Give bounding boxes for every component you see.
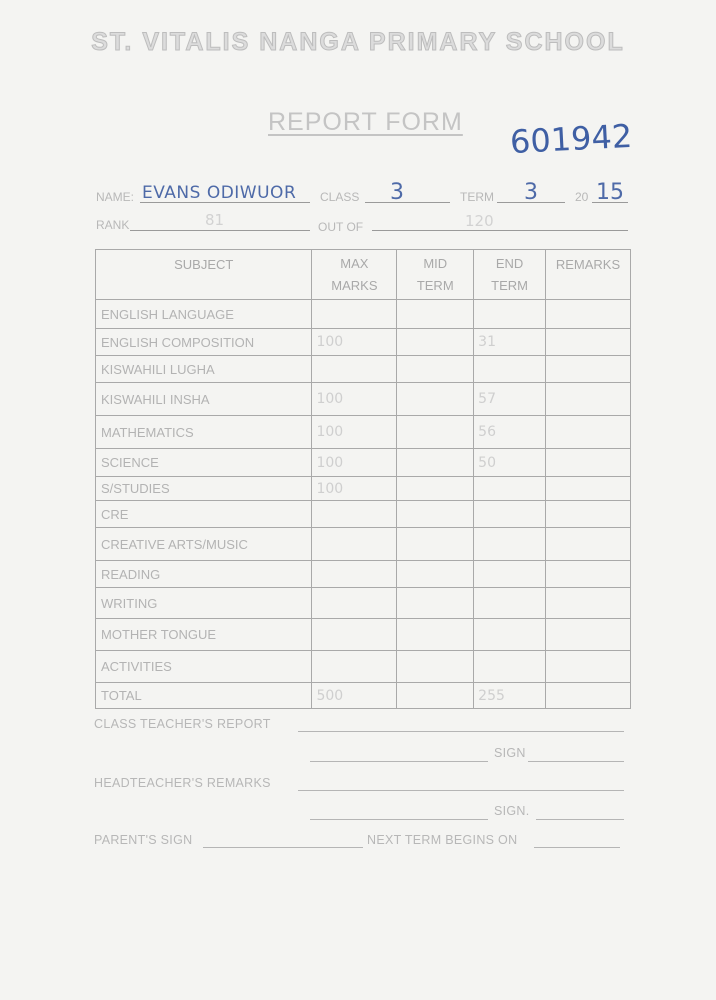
table-row: [96, 588, 631, 619]
class-value: 3: [390, 180, 404, 205]
max-marks-cell: [312, 528, 397, 561]
end-term-cell: [474, 588, 546, 619]
table-header-row: [96, 250, 631, 300]
class-label: CLASS: [320, 190, 360, 204]
remarks-cell: [546, 683, 631, 709]
subject-cell: TOTAL: [96, 683, 312, 709]
table-row: [96, 477, 631, 501]
table-row: [96, 651, 631, 683]
sign-line-2: [536, 819, 624, 820]
mid-term-cell: [397, 329, 474, 356]
marks-table: [95, 249, 631, 709]
mid-term-cell: [397, 528, 474, 561]
mid-term-cell: [397, 477, 474, 501]
table-row-total: [96, 683, 631, 709]
year-prefix: 20: [575, 190, 589, 204]
remarks-cell: [546, 651, 631, 683]
parents-sign-label: PARENT'S SIGN: [94, 833, 193, 847]
subject-cell: MOTHER TONGUE: [96, 619, 312, 651]
subject-cell: KISWAHILI INSHA: [96, 383, 312, 416]
max-marks-cell: [312, 619, 397, 651]
name-label: NAME:: [96, 190, 135, 204]
end-term-cell: [474, 300, 546, 329]
class-teacher-report-label: CLASS TEACHER'S REPORT: [94, 717, 271, 731]
header-end-term: END TERM: [474, 250, 546, 300]
table-row: [96, 356, 631, 383]
mid-term-cell: [397, 561, 474, 588]
rank-blank: [130, 230, 310, 231]
year-value: 15: [596, 180, 624, 205]
mid-term-cell: [397, 619, 474, 651]
end-term-cell: 57: [474, 383, 546, 416]
serial-number: 601942: [509, 116, 634, 162]
mid-term-cell: [397, 683, 474, 709]
class-blank: [365, 202, 450, 203]
class-teacher-report-line: [298, 731, 624, 732]
form-title: REPORT FORM: [268, 108, 463, 136]
end-term-cell: 31: [474, 329, 546, 356]
subject-cell: CRE: [96, 501, 312, 528]
end-term-cell: [474, 651, 546, 683]
subject-cell: ENGLISH COMPOSITION: [96, 329, 312, 356]
end-term-cell: [474, 561, 546, 588]
mid-term-cell: [397, 356, 474, 383]
max-marks-cell: 500: [312, 683, 397, 709]
remarks-cell: [546, 477, 631, 501]
header-subject: SUBJECT: [96, 250, 312, 300]
end-term-cell: 50: [474, 449, 546, 477]
end-term-cell: [474, 356, 546, 383]
table-row: [96, 528, 631, 561]
remarks-cell: [546, 501, 631, 528]
subject-cell: WRITING: [96, 588, 312, 619]
table-row: [96, 619, 631, 651]
header-remarks: REMARKS: [546, 250, 631, 300]
class-teacher-report-line-2: [310, 761, 488, 762]
sign-label-2: SIGN.: [494, 804, 530, 818]
headteacher-remarks-label: HEADTEACHER'S REMARKS: [94, 776, 271, 790]
subject-cell: S/STUDIES: [96, 477, 312, 501]
term-value: 3: [524, 180, 538, 205]
max-marks-cell: 100: [312, 477, 397, 501]
table-row: [96, 383, 631, 416]
remarks-cell: [546, 528, 631, 561]
next-term-label: NEXT TERM BEGINS ON: [367, 833, 518, 847]
out-of-label: OUT OF: [318, 220, 364, 234]
remarks-cell: [546, 300, 631, 329]
max-marks-cell: [312, 501, 397, 528]
table-row: [96, 561, 631, 588]
next-term-line: [534, 847, 620, 848]
mid-term-cell: [397, 588, 474, 619]
sign-label-1: SIGN: [494, 746, 526, 760]
table-row: [96, 449, 631, 477]
subject-cell: MATHEMATICS: [96, 416, 312, 449]
subject-cell: KISWAHILI LUGHA: [96, 356, 312, 383]
max-marks-cell: [312, 300, 397, 329]
max-marks-cell: [312, 561, 397, 588]
student-name: EVANS ODIWUOR: [142, 183, 297, 203]
out-of-value: 120: [465, 212, 494, 230]
max-marks-cell: [312, 651, 397, 683]
subject-cell: SCIENCE: [96, 449, 312, 477]
table-row: [96, 300, 631, 329]
mid-term-cell: [397, 416, 474, 449]
subject-cell: ENGLISH LANGUAGE: [96, 300, 312, 329]
max-marks-cell: 100: [312, 329, 397, 356]
mid-term-cell: [397, 383, 474, 416]
term-label: TERM: [460, 190, 494, 204]
max-marks-cell: [312, 356, 397, 383]
max-marks-cell: 100: [312, 383, 397, 416]
remarks-cell: [546, 356, 631, 383]
table-row: [96, 416, 631, 449]
parents-sign-line: [203, 847, 363, 848]
remarks-cell: [546, 561, 631, 588]
subject-cell: READING: [96, 561, 312, 588]
rank-value: 81: [205, 211, 225, 229]
max-marks-cell: [312, 588, 397, 619]
remarks-cell: [546, 619, 631, 651]
end-term-cell: 56: [474, 416, 546, 449]
sign-line-1: [528, 761, 624, 762]
mid-term-cell: [397, 651, 474, 683]
subject-cell: CREATIVE ARTS/MUSIC: [96, 528, 312, 561]
remarks-cell: [546, 329, 631, 356]
header-mid-term: MID TERM: [397, 250, 474, 300]
remarks-cell: [546, 449, 631, 477]
remarks-cell: [546, 416, 631, 449]
table-row: [96, 501, 631, 528]
remarks-cell: [546, 588, 631, 619]
headteacher-remarks-line-2: [310, 819, 488, 820]
school-name: ST. VITALIS NANGA PRIMARY SCHOOL: [91, 28, 625, 56]
end-term-cell: [474, 619, 546, 651]
table-row: [96, 329, 631, 356]
end-term-cell: 255: [474, 683, 546, 709]
header-max-marks: MAX MARKS: [312, 250, 397, 300]
max-marks-cell: 100: [312, 416, 397, 449]
max-marks-cell: 100: [312, 449, 397, 477]
subject-cell: ACTIVITIES: [96, 651, 312, 683]
end-term-cell: [474, 477, 546, 501]
end-term-cell: [474, 528, 546, 561]
out-of-blank: [372, 230, 628, 231]
headteacher-remarks-line: [298, 790, 624, 791]
mid-term-cell: [397, 501, 474, 528]
mid-term-cell: [397, 300, 474, 329]
remarks-cell: [546, 383, 631, 416]
rank-label: RANK: [96, 218, 130, 232]
end-term-cell: [474, 501, 546, 528]
mid-term-cell: [397, 449, 474, 477]
